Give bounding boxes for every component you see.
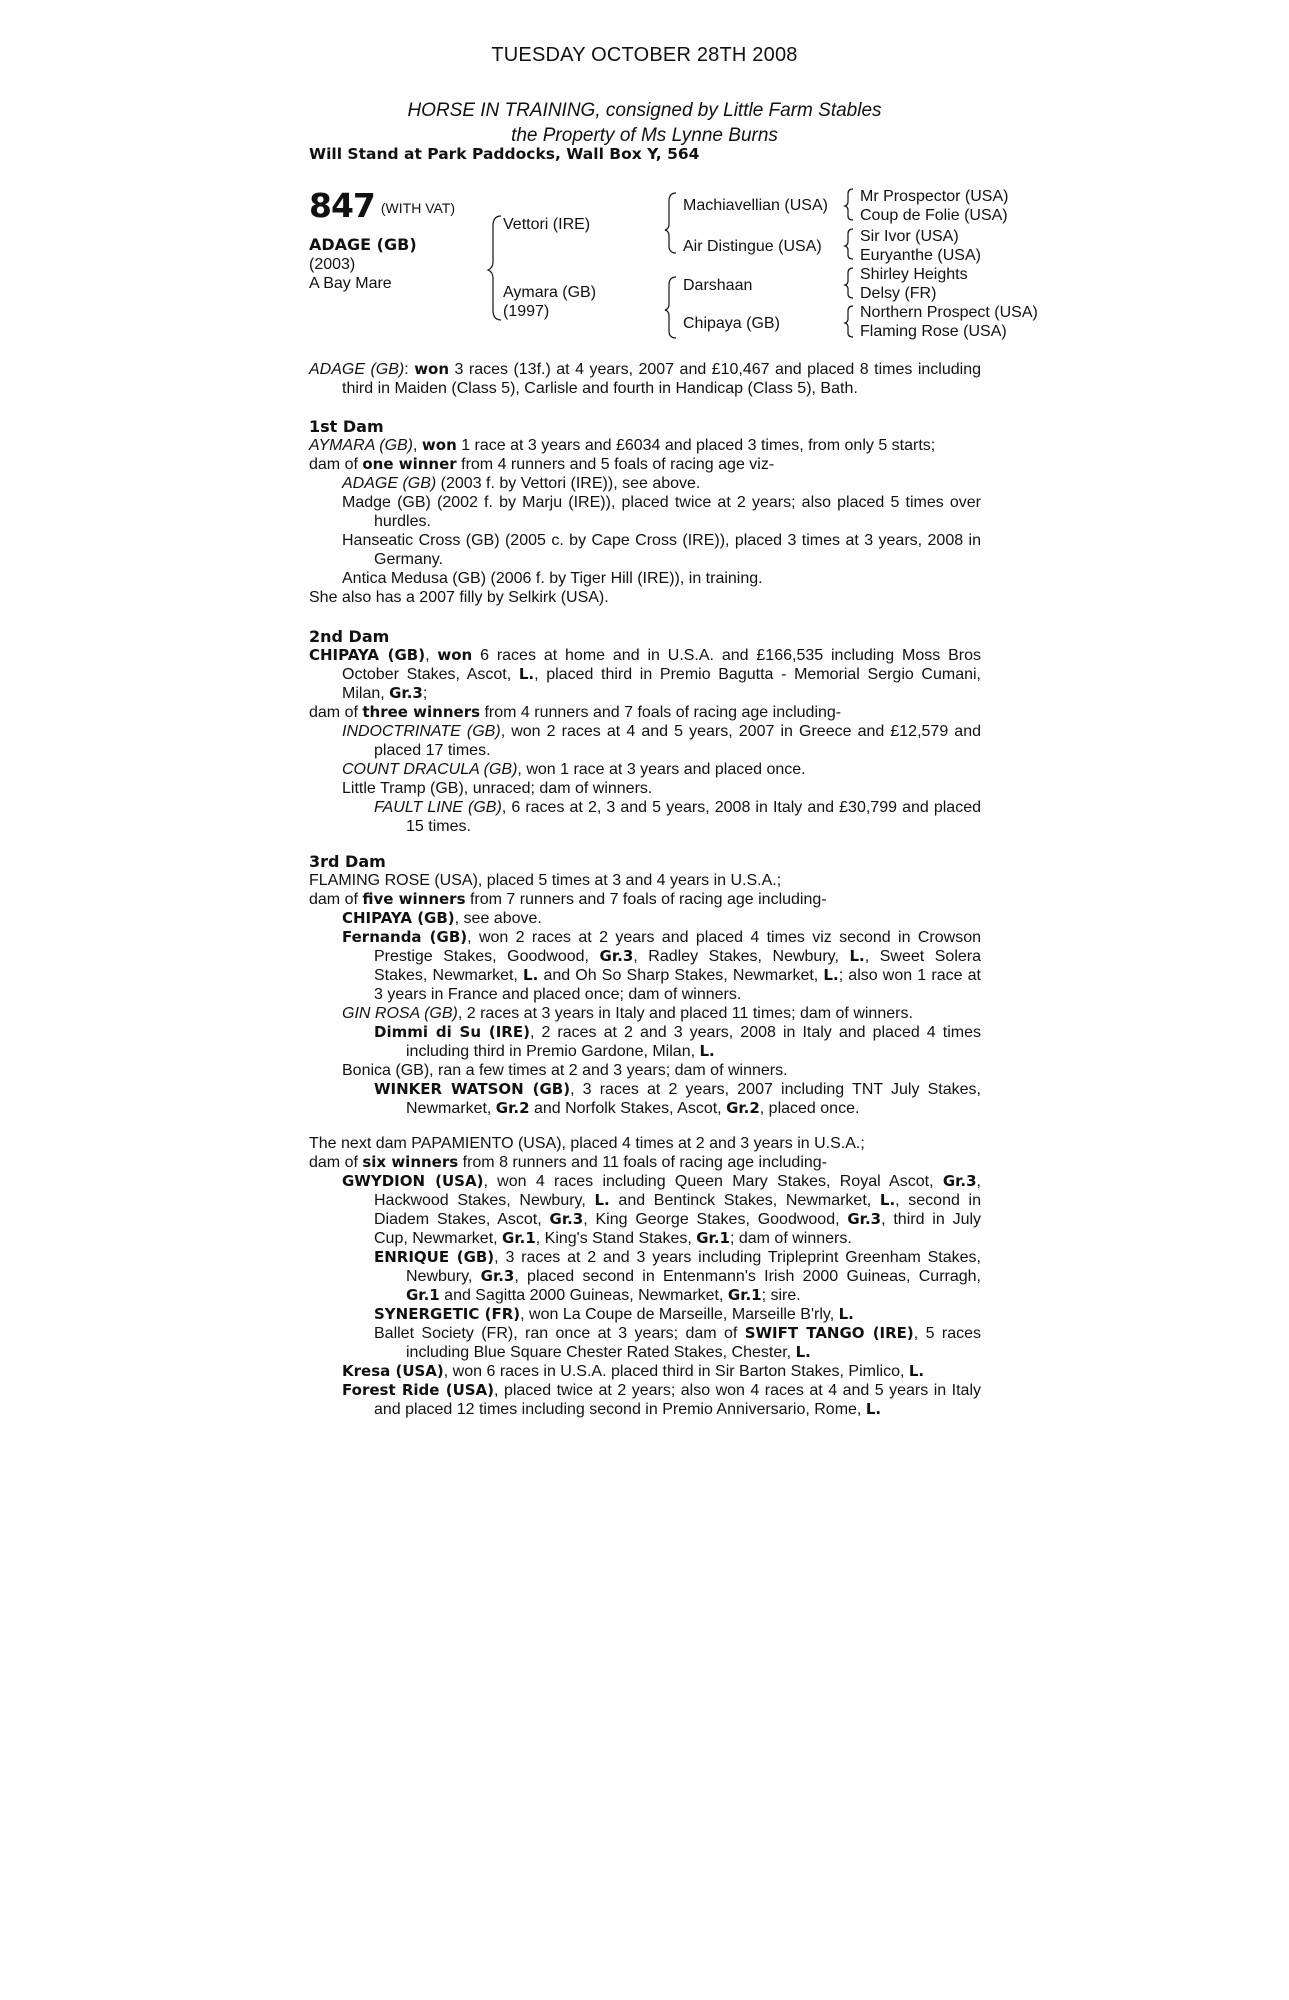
group-mark: Gr.1 [696, 1229, 730, 1247]
group-mark: Gr.3 [847, 1210, 882, 1228]
consignor-line: HORSE IN TRAINING, consigned by Little Farm Stables [407, 100, 882, 121]
pedigree-dam [503, 283, 596, 321]
pedigree-g1: Mr Prospector (USA) [860, 188, 1009, 205]
group-mark: Gr.1 [502, 1229, 536, 1247]
produce-name: GWYDION (USA) [342, 1172, 484, 1190]
produce-item [374, 1080, 981, 1118]
pedigree-dam-sire: Darshaan [683, 277, 753, 294]
produce-name: Kresa (USA) [342, 1362, 444, 1380]
pedigree-g3: Sir Ivor (USA) [860, 228, 959, 245]
text: dam of [309, 704, 363, 721]
produce-item [342, 760, 981, 779]
first-dam-record: AYMARA (GB), won 1 race at 3 years and £6034 and placed 3 times, from only 5 starts; [309, 436, 936, 454]
pedigree-sire: Vettori (IRE) [503, 216, 591, 233]
group-mark: Gr.1 [727, 1286, 762, 1304]
text: dam of [309, 456, 363, 473]
group-mark: Gr.3 [549, 1210, 584, 1228]
text: , 5 races including Blue Square Chester Rated Stakes, Chester, [406, 1325, 981, 1361]
third-dam-section [309, 852, 981, 1118]
winners-count: five winners [362, 890, 466, 908]
pedigree-g7: Northern Prospect (USA) [860, 304, 1038, 321]
text: ; dam of winners. [729, 1230, 852, 1247]
pedigree-sire-dam: Air Distingue (USA) [683, 238, 822, 255]
produce-name: ADAGE (GB) [342, 475, 437, 492]
text: , won La Coupe de Marseille, Marseille B'rly, [520, 1306, 839, 1323]
lot-number: 847 [309, 186, 375, 225]
fourth-dam-produce-summary [309, 1153, 981, 1172]
text: , won 4 races including Queen Mary Stakes, Royal Ascot, [483, 1173, 943, 1190]
second-dam-record: CHIPAYA (GB), won 6 races at home and in U.S.A. and £166,535 including Moss Bros October Stakes, Ascot, L., placed third in Premio Bagutta - Memorial Sergio Cumani, Milan, Gr.3; [309, 646, 982, 702]
produce-name: COUNT DRACULA (GB) [342, 761, 518, 778]
listed-mark: L. [699, 1042, 715, 1060]
first-dam-produce-summary [309, 455, 981, 474]
third-dam-heading: 3rd Dam [309, 852, 386, 871]
text: Ballet Society (FR), ran once at 3 years; dam of [374, 1325, 745, 1342]
won-label: won [437, 646, 473, 664]
produce-name: GIN ROSA (GB) [342, 1005, 458, 1022]
produce-item [374, 1248, 981, 1305]
consignment-info [0, 98, 1289, 148]
pedigree-g4: Euryanthe (USA) [860, 247, 981, 264]
text: , Sweet Solera Stakes, Newmarket, [374, 948, 981, 984]
horse-record [309, 360, 981, 398]
winners-count: six winners [362, 1153, 459, 1171]
third-dam-record: FLAMING ROSE (USA), placed 5 times at 3 and 4 years in U.S.A.; [309, 872, 782, 889]
text: and Sagitta 2000 Guineas, Newmarket, [439, 1287, 728, 1304]
text: dam of [309, 1154, 363, 1171]
second-dam-name: CHIPAYA (GB) [309, 646, 426, 664]
listed-mark: L. [879, 1191, 896, 1209]
text: from 8 runners and 11 foals of racing age including- [458, 1154, 827, 1171]
text: , placed third in Premio Bagutta - Memorial Sergio Cumani, Milan, [342, 666, 982, 702]
text: , won 6 races in U.S.A. placed third in Sir Barton Stakes, Pimlico, [443, 1363, 909, 1380]
produce-item [342, 1362, 981, 1381]
pedigree-g8: Flaming Rose (USA) [860, 323, 1007, 340]
produce-item [374, 798, 981, 836]
horse-record-detail: 3 races (13f.) at 4 years, 2007 and £10,467 and placed 8 times including third in Maiden (Class 5), Carlisle and fourth in Handicap (Class 5), Bath. [342, 361, 982, 397]
horse-record-name: ADAGE (GB) [309, 361, 405, 378]
produce-item [342, 1004, 981, 1023]
produce-name: SWIFT TANGO (IRE) [744, 1324, 914, 1342]
text: , second in Diadem Stakes, Ascot, [374, 1192, 981, 1228]
text: from 4 runners and 7 foals of racing age including- [480, 704, 842, 721]
produce-item [342, 722, 981, 760]
first-dam-name: AYMARA (GB) [309, 437, 414, 454]
text: and Oh So Sharp Stakes, Newmarket, [538, 967, 824, 984]
group-mark: Gr.1 [406, 1286, 440, 1304]
horse-record-text: ADAGE (GB): won 3 races (13f.) at 4 years, 2007 and £10,467 and placed 8 times including third in Maiden (Class 5), Carlisle and fourth in Handicap (Class 5), Bath. [309, 360, 982, 397]
listed-mark: L. [795, 1343, 811, 1361]
produce-name: SYNERGETIC (FR) [374, 1305, 521, 1323]
produce-name: INDOCTRINATE (GB) [342, 723, 501, 740]
produce-item [342, 1172, 981, 1248]
listed-mark: L. [865, 1400, 882, 1418]
won-label: won [421, 436, 457, 454]
text: , placed twice at 2 years; also won 4 races at 4 and 5 years in Italy and placed 12 times including second in Premio Anniversario, Rome, [374, 1382, 981, 1418]
produce-item: Little Tramp (GB), unraced; dam of winners. [342, 780, 653, 797]
text: , placed once. [759, 1100, 860, 1117]
produce-detail: , 2 races at 3 years in Italy and placed 11 times; dam of winners. [457, 1005, 913, 1022]
winners-count: three winners [362, 703, 481, 721]
first-dam-detail: 1 race at 3 years and £6034 and placed 3 times, from only 5 starts; [456, 437, 936, 454]
lot-heading [309, 186, 455, 225]
produce-detail: , 6 races at 2, 3 and 5 years, 2008 in Italy and £30,799 and placed 15 times. [406, 799, 982, 835]
second-dam-heading: 2nd Dam [309, 627, 390, 646]
pedigree-g6: Delsy (FR) [860, 285, 937, 302]
produce-detail: , won 1 race at 3 years and placed once. [517, 761, 806, 778]
text: and Bentinck Stakes, Newmarket, [609, 1192, 880, 1209]
fourth-dam-record: The next dam PAPAMIENTO (USA), placed 4 times at 2 and 3 years in U.S.A.; [309, 1135, 865, 1152]
produce-item [342, 909, 981, 928]
text: ; [422, 685, 428, 702]
second-dam-section [309, 627, 981, 836]
produce-name: Dimmi di Su (IRE) [374, 1023, 530, 1041]
text: from 4 runners and 5 foals of racing age viz- [456, 456, 775, 473]
produce-item: Bonica (GB), ran a few times at 2 and 3 years; dam of winners. [342, 1062, 788, 1079]
horse-description: A Bay Mare [309, 275, 392, 292]
vat-note: (WITH VAT) [380, 200, 456, 216]
produce-item [342, 1381, 981, 1419]
text: ; also won 1 race at 3 years in France and placed once; dam of winners. [374, 967, 981, 1003]
pedigree-dam-dam: Chipaya (GB) [683, 315, 780, 332]
produce-name: WINKER WATSON (GB) [374, 1080, 571, 1098]
stand-location: Will Stand at Park Paddocks, Wall Box Y, 564 [309, 145, 700, 163]
second-dam-produce-summary [309, 703, 981, 722]
first-dam-heading: 1st Dam [309, 417, 384, 436]
text: , Radley Stakes, Newbury, [633, 948, 850, 965]
produce-item [342, 928, 981, 1004]
sale-date: TUESDAY OCTOBER 28TH 2008 [491, 44, 798, 66]
listed-mark: L. [518, 665, 535, 683]
produce-item [374, 1023, 981, 1061]
text: dam of [309, 891, 363, 908]
produce-name: ENRIQUE (GB) [374, 1248, 495, 1266]
horse-name: ADAGE (GB) [309, 235, 417, 254]
group-mark: Gr.2 [726, 1099, 760, 1117]
won-label: won [414, 360, 450, 378]
listed-mark: L. [823, 966, 839, 984]
text: , won 2 races at 2 years and placed 4 times viz second in Crowson Prestige Stakes, Goodwood, [374, 929, 981, 965]
listed-mark: L. [594, 1191, 610, 1209]
produce-item [342, 474, 981, 493]
group-mark: Gr.3 [480, 1267, 515, 1285]
text: 6 races at home and in U.S.A. and £166,535 including Moss Bros October Stakes, Ascot, [342, 647, 982, 683]
text: , third in July Cup, Newmarket, [374, 1211, 982, 1247]
horse-year: (2003) [309, 256, 356, 273]
produce-item [374, 1324, 981, 1362]
first-dam-note: She also has a 2007 filly by Selkirk (USA). [309, 589, 609, 606]
pedigree-g2: Coup de Folie (USA) [860, 207, 1008, 224]
produce-name: FAULT LINE (GB) [374, 799, 502, 816]
text: , King's Stand Stakes, [535, 1230, 697, 1247]
group-mark: Gr.3 [599, 947, 634, 965]
group-mark: Gr.3 [942, 1172, 977, 1190]
listed-mark: L. [523, 966, 539, 984]
pedigree-g5: Shirley Heights [860, 266, 968, 283]
pedigree-dam-name: Aymara (GB) [503, 284, 597, 301]
text: , Hackwood Stakes, Newbury, [374, 1173, 981, 1209]
listed-mark: L. [908, 1362, 925, 1380]
pedigree-dam-year: (1997) [503, 303, 550, 320]
fourth-dam-section [309, 1134, 981, 1419]
produce-detail: (2003 f. by Vettori (IRE)), see above. [436, 475, 701, 492]
produce-name: Fernanda (GB) [342, 928, 468, 946]
text: , 3 races at 2 and 3 years including Tripleprint Greenham Stakes, Newbury, [406, 1249, 981, 1285]
group-mark: Gr.2 [495, 1099, 530, 1117]
text: , 3 races at 2 years, 2007 including TNT July Stakes, Newmarket, [406, 1081, 981, 1117]
produce-detail: , won 2 races at 4 and 5 years, 2007 in Greece and £12,579 and placed 17 times. [374, 723, 982, 759]
third-dam-produce-summary [309, 890, 981, 909]
produce-item [374, 1305, 981, 1324]
text: ; sire. [761, 1287, 801, 1304]
text: , 2 races at 2 and 3 years, 2008 in Italy and placed 4 times including third in Premio Gardone, Milan, [406, 1024, 981, 1060]
produce-item: Hanseatic Cross (GB) (2005 c. by Cape Cross (IRE)), placed 3 times at 3 years, 2008 in Germany. [342, 532, 981, 568]
text: from 7 runners and 7 foals of racing age including- [465, 891, 827, 908]
owner-line: the Property of Ms Lynne Burns [511, 125, 778, 146]
listed-mark: L. [838, 1305, 854, 1323]
text: , King George Stakes, Goodwood, [583, 1211, 848, 1228]
produce-detail: , see above. [454, 910, 542, 927]
first-dam-section [309, 417, 981, 607]
text: and Norfolk Stakes, Ascot, [529, 1100, 727, 1117]
produce-item: Madge (GB) (2002 f. by Marju (IRE)), placed twice at 2 years; also placed 5 times over hurdles. [342, 494, 981, 530]
text: , placed second in Entenmann's Irish 2000 Guineas, Curragh, [514, 1268, 981, 1285]
pedigree-sire-sire: Machiavellian (USA) [683, 197, 828, 214]
group-mark: Gr.3 [389, 684, 423, 702]
produce-name: CHIPAYA (GB) [342, 909, 455, 927]
produce-item: Antica Medusa (GB) (2006 f. by Tiger Hill (IRE)), in training. [342, 570, 763, 587]
listed-mark: L. [849, 947, 865, 965]
winners-count: one winner [362, 455, 457, 473]
produce-name: Forest Ride (USA) [342, 1381, 495, 1399]
